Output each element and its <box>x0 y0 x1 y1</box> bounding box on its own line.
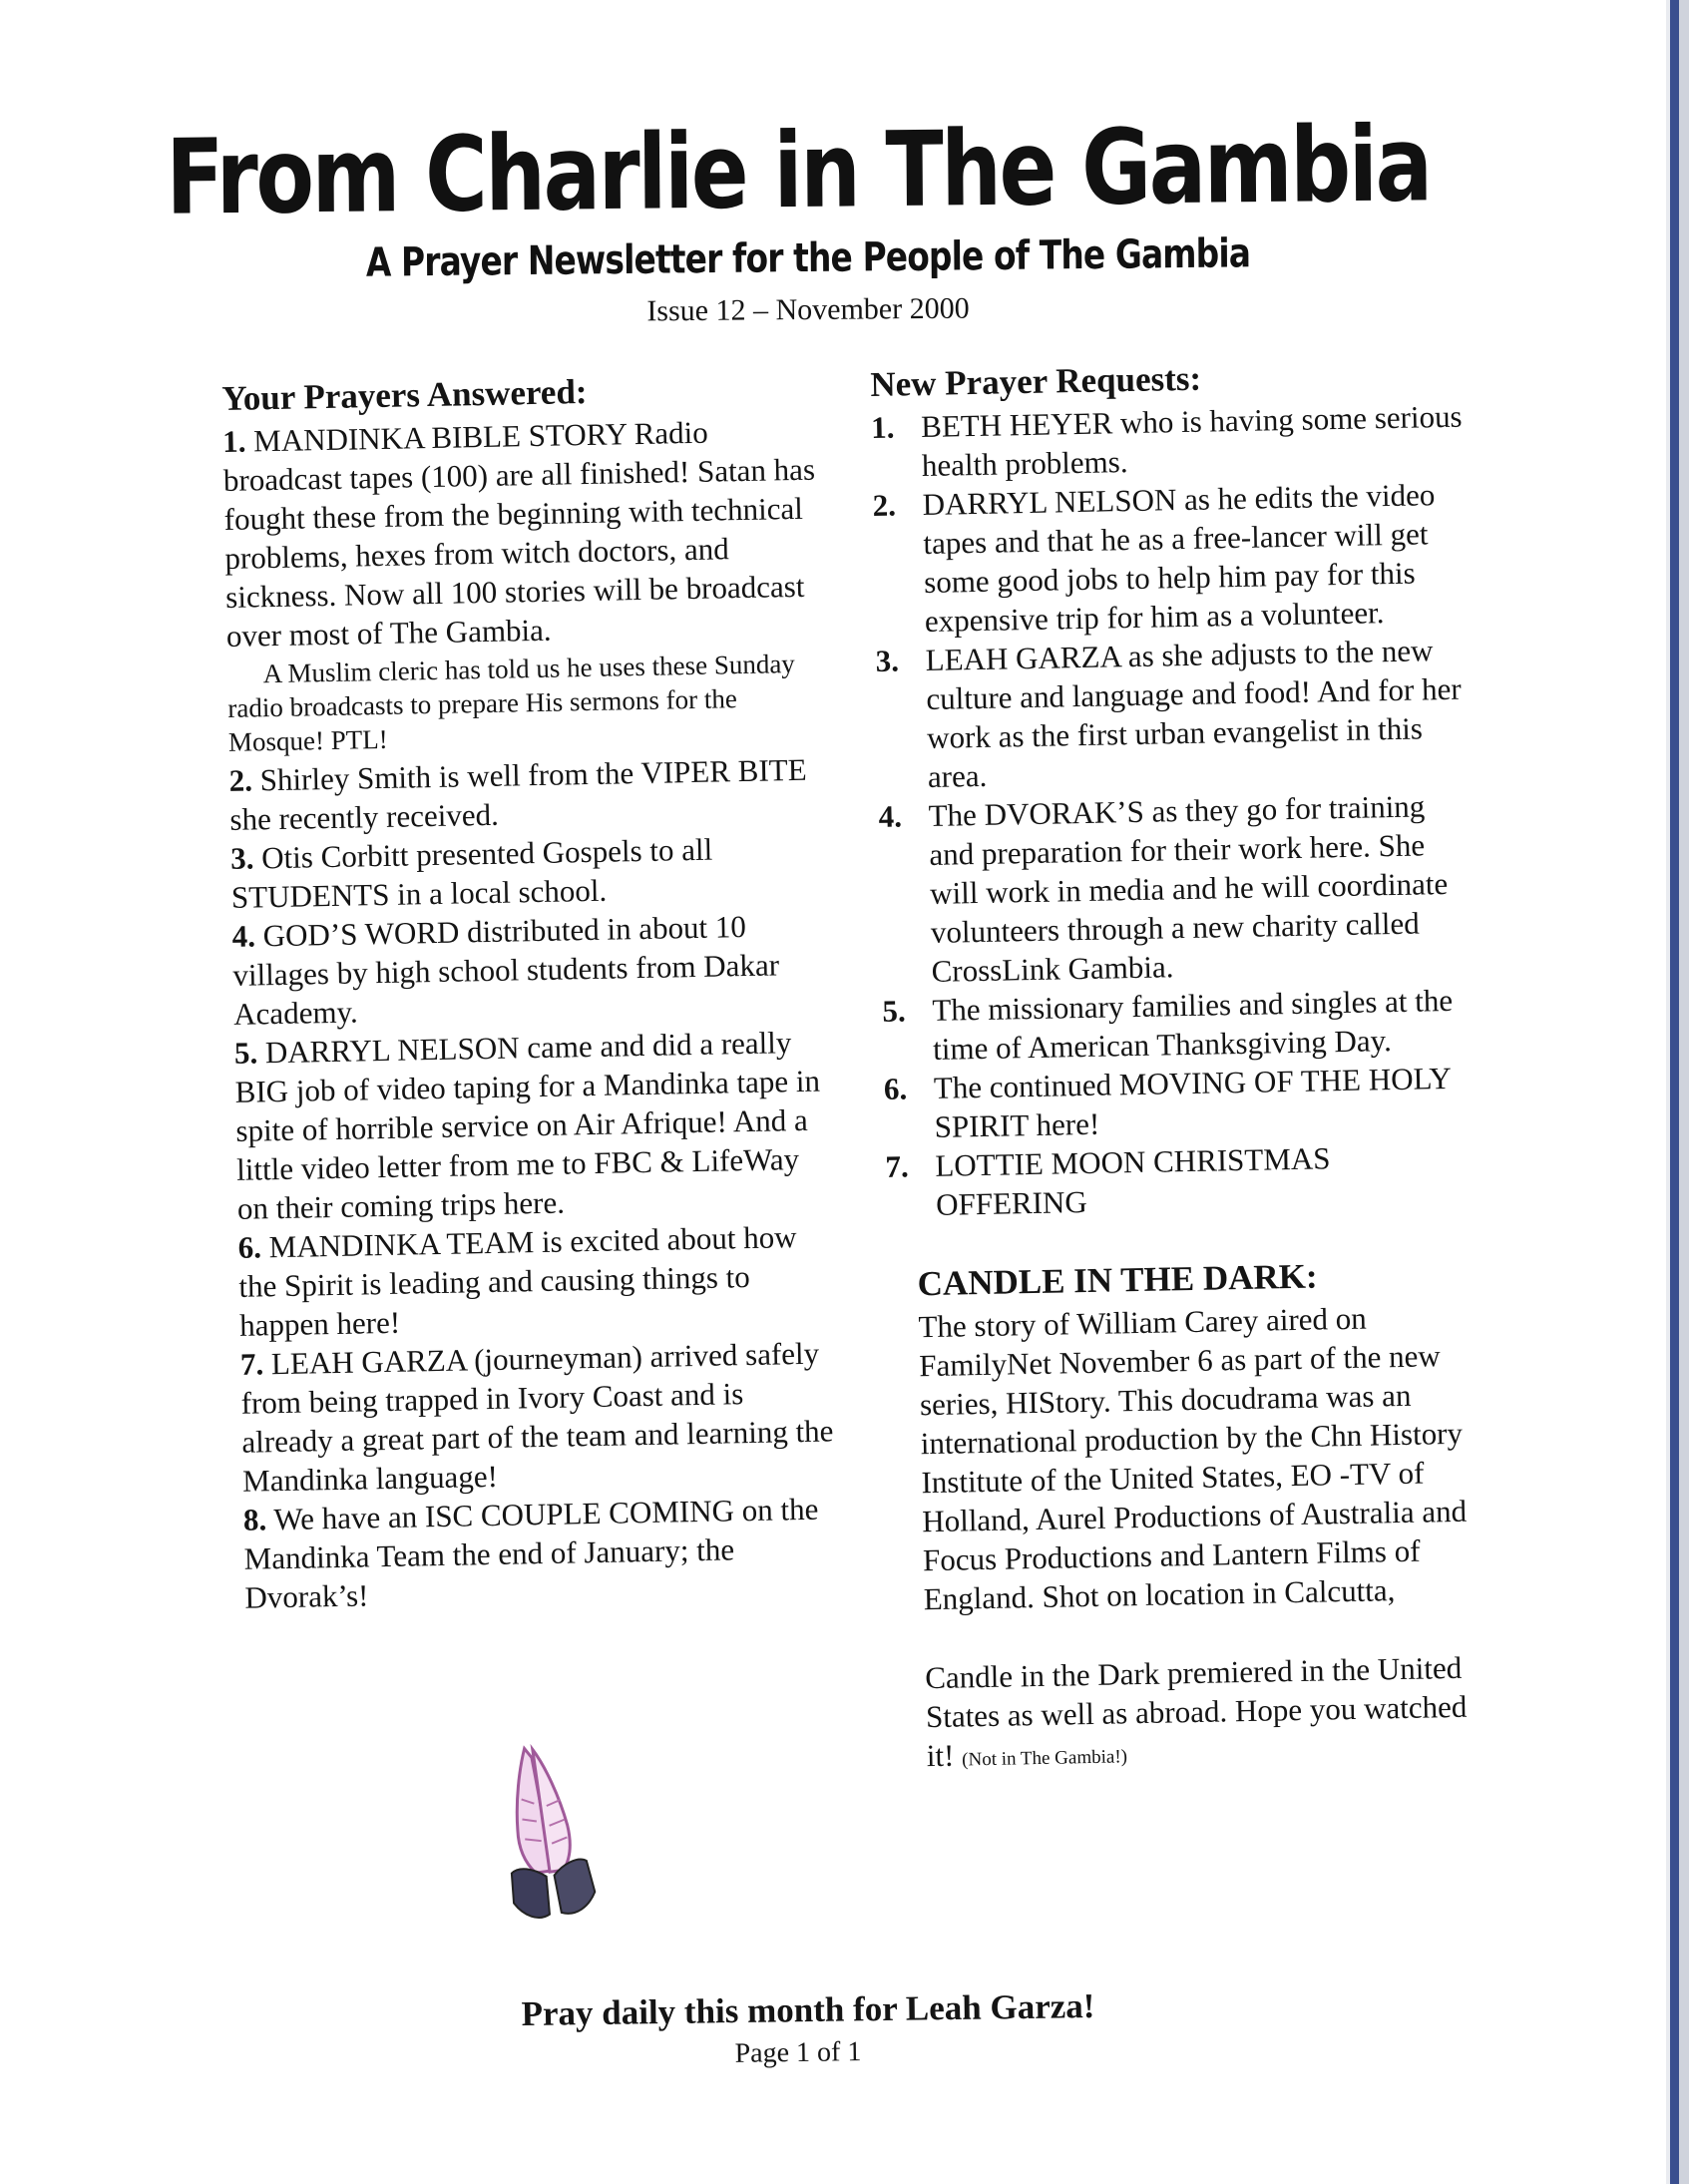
answered-item <box>222 410 825 655</box>
answered-item <box>230 827 830 917</box>
request-item <box>878 785 1480 991</box>
request-item <box>882 980 1481 1070</box>
request-number: 7. <box>885 1148 910 1184</box>
request-number: 1. <box>870 409 895 445</box>
request-text: LOTTIE MOON CHRISTMAS OFFERING <box>935 1140 1331 1222</box>
answered-item <box>243 1489 844 1616</box>
candle-paragraph: The story of William Carey aired on FamilyNet November 6 as part of the new series, HIStory. This docudrama was an international production by the Chn History Institute of the United States, EO -TV of Holland, Aurel Productions of Australia and Focus Productions and Lantern Films of England. Shot on location in Calcutta, <box>918 1300 1468 1617</box>
request-text: DARRYL NELSON as he edits the video tapes and that he as a free-lancer will get some good jobs to help him pay for this expensive trip for him as a volunteer. <box>922 477 1436 639</box>
request-number: 4. <box>878 798 903 834</box>
newsletter-subtitle: A Prayer Newsletter for the People of The Gambia <box>365 230 1251 286</box>
candle-paragraph-2 <box>925 1647 1495 1780</box>
prayer-requests-heading: New Prayer Requests: <box>870 358 1202 404</box>
candle-paragraph-2-text: Candle in the Dark premiered in the United States as well as abroad. Hope you watched it! <box>924 1649 1468 1774</box>
request-text: The missionary families and singles at the time of American Thanksgiving Day. <box>932 982 1454 1067</box>
answered-item <box>234 1022 837 1227</box>
answered-item-text: We have an ISC COUPLE COMING on the Mandinka Team the end of January; the Dvorak’s! <box>243 1491 819 1615</box>
request-text: The DVORAK’S as they go for training and preparation for their work here. She will work in media and he will coordinate volunteers through a new charity called CrossLink Gambia. <box>928 788 1449 989</box>
request-item <box>885 1135 1484 1225</box>
candle-heading: CANDLE IN THE DARK: <box>917 1256 1318 1304</box>
answered-item-number: 4. <box>231 918 256 954</box>
prayers-answered-heading: Your Prayers Answered: <box>221 371 588 418</box>
request-item <box>884 1058 1483 1147</box>
prayer-requests-list <box>871 396 1485 1224</box>
praying-hands-icon <box>466 1727 632 1945</box>
request-text: BETH HEYER who is having some serious health problems. <box>920 398 1463 484</box>
binder-edge <box>1670 0 1679 2184</box>
scan-margin <box>1679 0 1689 2184</box>
answered-item-number: 7. <box>239 1346 264 1382</box>
answered-item <box>240 1333 842 1500</box>
answered-item-number: 1. <box>221 423 246 459</box>
page-number: Page 1 of 1 <box>734 2036 862 2069</box>
answered-item-text: MANDINKA TEAM is excited about how the Spirit is leading and causing things to happen here! <box>238 1219 797 1343</box>
answered-item <box>231 905 832 1033</box>
candle-aside: (Not in The Gambia!) <box>961 1746 1128 1771</box>
answered-item-text: DARRYL NELSON came and did a really BIG job of video taping for a Mandinka tape in spite of horrible service on Air Afrique! And a little video letter from me to FBC & LifeWay on their coming trips here. <box>234 1025 821 1226</box>
answered-item-text: Otis Corbitt presented Gospels to all STUDENTS in a local school. <box>230 831 713 915</box>
request-item <box>871 396 1471 486</box>
request-number: 2. <box>872 487 897 523</box>
request-item <box>872 474 1474 641</box>
answered-item-number: 3. <box>229 840 254 876</box>
prayers-answered-section <box>221 367 844 1616</box>
answered-item-text: MANDINKA BIBLE STORY Radio broadcast tapes (100) are all finished! Satan has fought these from the beginning with technical problems, hexes from witch doctors, and sickness. Now all 100 stories will be broadcast over most of The Gambia. <box>222 414 816 654</box>
answered-item-number: 5. <box>233 1035 258 1071</box>
request-item <box>875 630 1477 796</box>
newsletter-title: From Charlie in The Gambia <box>165 103 1432 238</box>
prayer-requests-section <box>870 353 1495 1780</box>
answered-item-number: 2. <box>228 762 253 798</box>
answered-item-text: Shirley Smith is well from the VIPER BITE she recently received. <box>229 751 807 837</box>
footer-prayer-note: Pray daily this month for Leah Garza! <box>521 1985 1095 2034</box>
answered-item-text: LEAH GARZA (journeyman) arrived safely from being trapped in Ivory Coast and is already a great part of the team and learning the Mandinka language! <box>240 1335 834 1499</box>
request-text: The continued MOVING OF THE HOLY SPIRIT here! <box>933 1060 1451 1144</box>
answered-item-text: GOD’S WORD distributed in about 10 villages by high school students from Dakar Academy. <box>232 909 780 1032</box>
answered-item-number: 8. <box>242 1502 267 1537</box>
request-number: 5. <box>882 993 907 1029</box>
cleric-note: A Muslim cleric has told us he uses these Sunday radio broadcasts to prepare His sermons for the Mosque! PTL! <box>227 649 796 757</box>
request-number: 6. <box>883 1071 908 1106</box>
answered-item <box>237 1216 838 1344</box>
issue-line: Issue 12 – November 2000 <box>646 291 970 328</box>
answered-item <box>228 749 828 839</box>
request-text: LEAH GARZA as she adjusts to the new culture and language and food! And for her work as the first urban evangelist in this area. <box>925 633 1462 794</box>
answered-item-number: 6. <box>237 1229 262 1265</box>
request-number: 3. <box>875 643 900 678</box>
